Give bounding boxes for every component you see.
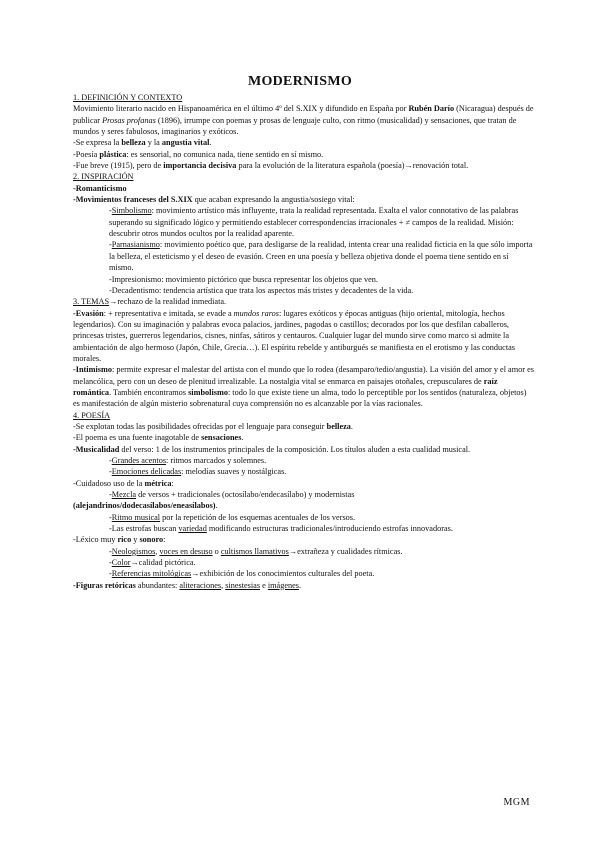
item-musicalidad: -Musicalidad del verso: 1 de los instrumentos principales de la composición. Los títulos aluden a esta cualidad musical.	[73, 444, 471, 454]
author-initials: MGM	[503, 797, 530, 808]
paragraph-definicion: Movimiento literario nacido en Hispanoamérica en el último 4º del S.XIX y difundido en España por Rubén Darío (Nicaragua) después de publicar Prosas profanas (1896), irrumpe con poemas y prosas de lenguaje culto, con ritmo (musicalidad) y sensaciones, que tratan de mundos y seres fabulosos, imaginarios y exóticos.	[73, 104, 534, 137]
item-sensaciones: -El poema es una fuente inagotable de sensaciones.	[73, 433, 244, 443]
item-belleza: -Se explotan todas las posibilidades ofrecidas por el lenguaje para conseguir belleza.	[73, 421, 353, 431]
item-mezcla: -Mezcla de versos + tradicionales (octosílabo/endecasílabo) y modernistas	[109, 490, 355, 500]
paragraph-belleza: -Se expresa la belleza y la angustia vital.	[73, 138, 212, 148]
paragraph-plastica: -Poesía plástica: es sensorial, no comunica nada, tiene sentido en sí mismo.	[73, 149, 324, 159]
paragraph-importancia: -Fue breve (1915), pero de importancia decisiva para la evolución de la literatura española (poesía)→renovación total.	[73, 161, 469, 171]
item-mezcla-cont: (alejandrinos/dodecasílabos/eneasílabos).	[73, 501, 218, 511]
page-title: MODERNISMO	[247, 74, 353, 89]
item-simbolismo: -Simbolismo: movimiento artístico más influyente, trata la realidad representada. Exalta el valor connotativo de las palabras superando su significado lógico y permitiendo establecer correspondencias irracionales + ≠ campos de la realidad. Misión: descubrir otros mundos ocultos por la realidad aparente.	[109, 206, 519, 239]
section-heading-inspiracion: 2. INSPIRACIÓN	[73, 172, 134, 182]
item-referencias-mitologicas: -Referencias mitológicas→exhibición de los conocimientos culturales del poeta.	[109, 569, 375, 579]
item-movimientos-franceses: -Movimientos franceses del S.XIX que acaban expresando la angustia/sosiego vital:	[73, 195, 355, 205]
item-neologismos: -Neologismos, voces en desuso o cultismos llamativos→extrañeza y cualidades rítmicas.	[109, 546, 403, 556]
item-color: -Color→calidad pictórica.	[109, 558, 196, 568]
item-parnasianismo: -Parnasianismo: movimiento poético que, para desligarse de la realidad, intenta crear una realidad ficticia en la que sólo importa la belleza, el esteticismo y el deseo de evasión. Creen en una poesía y belleza objetiva donde el poema tiene sentido en sí mismo.	[109, 240, 533, 273]
item-impresionismo: -Impresionismo: movimiento pictórico que busca representar los objetos que ven.	[109, 274, 378, 284]
item-lexico: -Léxico muy rico y sonoro:	[73, 535, 166, 545]
item-estrofas: -Las estrofas buscan variedad modificando estructuras tradicionales/introduciendo estrofas innovadoras.	[109, 524, 453, 534]
item-ritmo-musical: -Ritmo musical por la repetición de los esquemas acentuales de los versos.	[109, 512, 356, 522]
item-metrica: -Cuidadoso uso de la métrica:	[73, 478, 174, 488]
item-decadentismo: -Decadentismo: tendencia artística que trata los aspectos más tristes y decadentes de la vida.	[109, 285, 414, 295]
item-romanticismo: -Romanticismo	[73, 183, 127, 193]
item-figuras-retoricas: -Figuras retóricas abundantes: aliteraciones, sinestesias e imágenes.	[73, 580, 302, 590]
item-emociones-delicadas: -Emociones delicadas: melodías suaves y nostálgicas.	[109, 467, 287, 477]
section-heading-definicion: 1. DEFINICIÓN Y CONTEXTO	[73, 93, 183, 102]
section-heading-poesia: 4. POESÍA	[73, 410, 111, 420]
item-grandes-acentos: -Grandes acentos: ritmos marcados y solemnes.	[109, 456, 267, 465]
paragraph-intimismo: -Intimismo: permite expresar el malestar del artista con el mundo que lo rodea (desamparo/tedio/angustia). La visión del amor y el amor es melancólica, pero con un deseo de plenitud irrealizable. La nostalgia vital se enmarca en paisajes otoñales, crepusculares de raíz romántica. También encontramos simbolismo: todo lo que existe tiene un alma, todo lo perceptible por los sentidos (naturaleza, objetos) es manifestación de algún misterio sobrenatural cuya comprensión no es alcanzable por la vías racionales.	[73, 365, 534, 409]
document-body	[73, 92, 535, 591]
paragraph-evasion: -Evasión: + representativa e imitada, se evade a mundos raros: lugares exóticos y épocas antiguas (hijo oriental, mitología, hechos legendarios). Con su imaginación y palabras evoca palacios, jardines, pagodas o castillos; decorados por los que desfilan caballeros, princesas tristes, guerreros legendarios, cisnes, ninfas, sátiros y centauros. Cualquier lugar del mundo sirve como marco si admite la ambientación de algo hermoso (Japón, Chile, Grecia…). El espíritu rebelde y antiburgués se manifiesta en el erotismo y las conductas morales.	[73, 308, 516, 363]
section-heading-temas: 3. TEMAS→rechazo de la realidad inmediata.	[73, 297, 227, 307]
